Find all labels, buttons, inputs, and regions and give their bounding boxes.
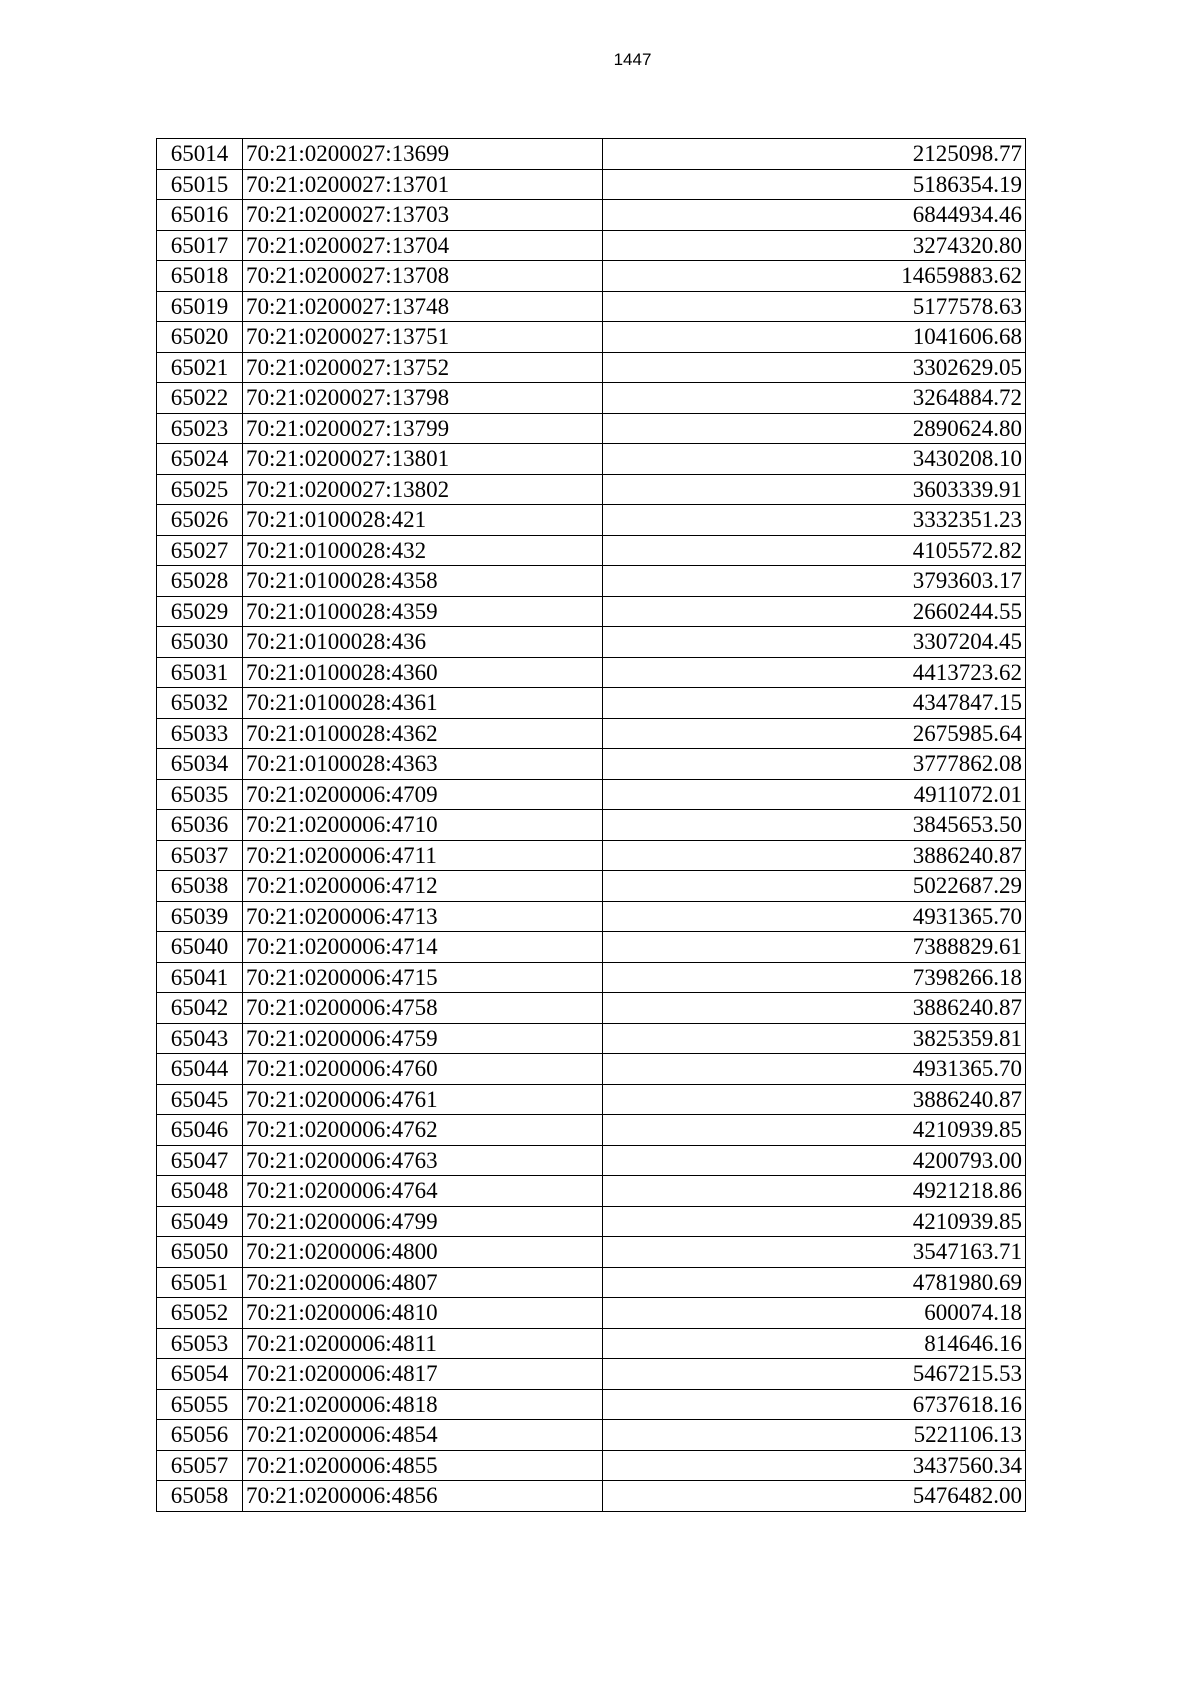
row-number-cell: 65034 <box>157 749 243 780</box>
row-number-cell: 65018 <box>157 261 243 292</box>
row-number-cell: 65033 <box>157 718 243 749</box>
row-number-cell: 65024 <box>157 444 243 475</box>
table-row <box>157 596 1026 627</box>
value-cell: 600074.18 <box>603 1298 1026 1329</box>
value-cell: 4105572.82 <box>603 535 1026 566</box>
row-number-cell: 65036 <box>157 810 243 841</box>
value-cell: 4931365.70 <box>603 901 1026 932</box>
row-number-cell: 65031 <box>157 657 243 688</box>
value-cell: 4921218.86 <box>603 1176 1026 1207</box>
cadastral-number-cell: 70:21:0100028:421 <box>243 505 603 536</box>
row-number-cell: 65030 <box>157 627 243 658</box>
cadastral-number-cell: 70:21:0200006:4764 <box>243 1176 603 1207</box>
table-row <box>157 352 1026 383</box>
row-number-cell: 65052 <box>157 1298 243 1329</box>
cadastral-number-cell: 70:21:0200027:13748 <box>243 291 603 322</box>
cadastral-number-cell: 70:21:0200027:13751 <box>243 322 603 353</box>
value-cell: 3793603.17 <box>603 566 1026 597</box>
row-number-cell: 65047 <box>157 1145 243 1176</box>
table-row <box>157 1298 1026 1329</box>
value-cell: 5186354.19 <box>603 169 1026 200</box>
cadastral-number-cell: 70:21:0200027:13701 <box>243 169 603 200</box>
value-cell: 4911072.01 <box>603 779 1026 810</box>
value-cell: 5476482.00 <box>603 1481 1026 1512</box>
value-cell: 3307204.45 <box>603 627 1026 658</box>
table-row <box>157 1084 1026 1115</box>
table-row <box>157 657 1026 688</box>
row-number-cell: 65048 <box>157 1176 243 1207</box>
row-number-cell: 65054 <box>157 1359 243 1390</box>
cadastral-number-cell: 70:21:0200006:4800 <box>243 1237 603 1268</box>
table-row <box>157 901 1026 932</box>
table-row <box>157 1420 1026 1451</box>
value-cell: 3437560.34 <box>603 1450 1026 1481</box>
row-number-cell: 65056 <box>157 1420 243 1451</box>
value-cell: 7398266.18 <box>603 962 1026 993</box>
cadastral-number-cell: 70:21:0100028:4363 <box>243 749 603 780</box>
cadastral-number-cell: 70:21:0100028:4358 <box>243 566 603 597</box>
page-number: 1447 <box>613 50 652 69</box>
row-number-cell: 65050 <box>157 1237 243 1268</box>
cadastral-number-cell: 70:21:0200006:4714 <box>243 932 603 963</box>
value-cell: 3332351.23 <box>603 505 1026 536</box>
cadastral-number-cell: 70:21:0100028:4362 <box>243 718 603 749</box>
cadastral-number-cell: 70:21:0200027:13801 <box>243 444 603 475</box>
row-number-cell: 65037 <box>157 840 243 871</box>
table-row <box>157 200 1026 231</box>
table-row <box>157 688 1026 719</box>
cadastral-number-cell: 70:21:0200006:4760 <box>243 1054 603 1085</box>
row-number-cell: 65020 <box>157 322 243 353</box>
table-row <box>157 1328 1026 1359</box>
row-number-cell: 65042 <box>157 993 243 1024</box>
cadastral-value-table <box>156 138 1026 1512</box>
table-row <box>157 962 1026 993</box>
row-number-cell: 65029 <box>157 596 243 627</box>
table-row <box>157 1176 1026 1207</box>
cadastral-number-cell: 70:21:0200006:4810 <box>243 1298 603 1329</box>
cadastral-number-cell: 70:21:0200006:4758 <box>243 993 603 1024</box>
cadastral-number-cell: 70:21:0200006:4807 <box>243 1267 603 1298</box>
value-cell: 2125098.77 <box>603 139 1026 170</box>
row-number-cell: 65025 <box>157 474 243 505</box>
row-number-cell: 65017 <box>157 230 243 261</box>
value-cell: 2890624.80 <box>603 413 1026 444</box>
cadastral-number-cell: 70:21:0100028:4359 <box>243 596 603 627</box>
cadastral-number-cell: 70:21:0200006:4761 <box>243 1084 603 1115</box>
table-row <box>157 1389 1026 1420</box>
value-cell: 1041606.68 <box>603 322 1026 353</box>
cadastral-number-cell: 70:21:0100028:4361 <box>243 688 603 719</box>
table-row <box>157 261 1026 292</box>
table-row <box>157 993 1026 1024</box>
table-row <box>157 474 1026 505</box>
cadastral-number-cell: 70:21:0200006:4712 <box>243 871 603 902</box>
table-row <box>157 413 1026 444</box>
table-row <box>157 840 1026 871</box>
row-number-cell: 65043 <box>157 1023 243 1054</box>
row-number-cell: 65055 <box>157 1389 243 1420</box>
table-row <box>157 566 1026 597</box>
cadastral-number-cell: 70:21:0100028:436 <box>243 627 603 658</box>
row-number-cell: 65051 <box>157 1267 243 1298</box>
cadastral-number-cell: 70:21:0200006:4799 <box>243 1206 603 1237</box>
value-cell: 2660244.55 <box>603 596 1026 627</box>
cadastral-number-cell: 70:21:0200006:4763 <box>243 1145 603 1176</box>
row-number-cell: 65015 <box>157 169 243 200</box>
value-cell: 3845653.50 <box>603 810 1026 841</box>
row-number-cell: 65021 <box>157 352 243 383</box>
table-row <box>157 1450 1026 1481</box>
cadastral-number-cell: 70:21:0100028:4360 <box>243 657 603 688</box>
row-number-cell: 65016 <box>157 200 243 231</box>
cadastral-number-cell: 70:21:0200027:13798 <box>243 383 603 414</box>
value-cell: 3547163.71 <box>603 1237 1026 1268</box>
table-row <box>157 1023 1026 1054</box>
cadastral-number-cell: 70:21:0200006:4856 <box>243 1481 603 1512</box>
cadastral-number-cell: 70:21:0200027:13802 <box>243 474 603 505</box>
cadastral-number-cell: 70:21:0200006:4710 <box>243 810 603 841</box>
row-number-cell: 65026 <box>157 505 243 536</box>
table-row <box>157 322 1026 353</box>
row-number-cell: 65035 <box>157 779 243 810</box>
cadastral-number-cell: 70:21:0200006:4762 <box>243 1115 603 1146</box>
table-row <box>157 291 1026 322</box>
row-number-cell: 65040 <box>157 932 243 963</box>
value-cell: 7388829.61 <box>603 932 1026 963</box>
cadastral-number-cell: 70:21:0200006:4711 <box>243 840 603 871</box>
table-row <box>157 383 1026 414</box>
value-cell: 2675985.64 <box>603 718 1026 749</box>
cadastral-number-cell: 70:21:0200006:4854 <box>243 1420 603 1451</box>
value-cell: 4210939.85 <box>603 1206 1026 1237</box>
table-row <box>157 1481 1026 1512</box>
table-row <box>157 1115 1026 1146</box>
row-number-cell: 65032 <box>157 688 243 719</box>
value-cell: 4931365.70 <box>603 1054 1026 1085</box>
row-number-cell: 65045 <box>157 1084 243 1115</box>
value-cell: 3825359.81 <box>603 1023 1026 1054</box>
table-row <box>157 1359 1026 1390</box>
cadastral-number-cell: 70:21:0200006:4818 <box>243 1389 603 1420</box>
table-row <box>157 1206 1026 1237</box>
table-row <box>157 1267 1026 1298</box>
cadastral-number-cell: 70:21:0200027:13703 <box>243 200 603 231</box>
value-cell: 6737618.16 <box>603 1389 1026 1420</box>
table-row <box>157 749 1026 780</box>
value-cell: 5022687.29 <box>603 871 1026 902</box>
cadastral-number-cell: 70:21:0200006:4759 <box>243 1023 603 1054</box>
value-cell: 3264884.72 <box>603 383 1026 414</box>
value-cell: 3302629.05 <box>603 352 1026 383</box>
table-row <box>157 1054 1026 1085</box>
table-row <box>157 1145 1026 1176</box>
table-row <box>157 444 1026 475</box>
cadastral-number-cell: 70:21:0200006:4709 <box>243 779 603 810</box>
table-row <box>157 718 1026 749</box>
row-number-cell: 65041 <box>157 962 243 993</box>
cadastral-number-cell: 70:21:0200006:4715 <box>243 962 603 993</box>
cadastral-number-cell: 70:21:0200027:13699 <box>243 139 603 170</box>
cadastral-number-cell: 70:21:0200027:13708 <box>243 261 603 292</box>
cadastral-number-cell: 70:21:0200006:4817 <box>243 1359 603 1390</box>
value-cell: 814646.16 <box>603 1328 1026 1359</box>
row-number-cell: 65046 <box>157 1115 243 1146</box>
row-number-cell: 65049 <box>157 1206 243 1237</box>
table-row <box>157 810 1026 841</box>
cadastral-number-cell: 70:21:0200006:4713 <box>243 901 603 932</box>
cadastral-number-cell: 70:21:0100028:432 <box>243 535 603 566</box>
cadastral-number-cell: 70:21:0200006:4811 <box>243 1328 603 1359</box>
row-number-cell: 65022 <box>157 383 243 414</box>
cadastral-number-cell: 70:21:0200027:13704 <box>243 230 603 261</box>
table-row <box>157 779 1026 810</box>
value-cell: 14659883.62 <box>603 261 1026 292</box>
value-cell: 5467215.53 <box>603 1359 1026 1390</box>
cadastral-number-cell: 70:21:0200027:13752 <box>243 352 603 383</box>
table-row <box>157 932 1026 963</box>
table-row <box>157 1237 1026 1268</box>
table-row <box>157 535 1026 566</box>
row-number-cell: 65057 <box>157 1450 243 1481</box>
value-cell: 4413723.62 <box>603 657 1026 688</box>
row-number-cell: 65028 <box>157 566 243 597</box>
cadastral-number-cell: 70:21:0200006:4855 <box>243 1450 603 1481</box>
table-body <box>157 139 1026 1512</box>
table-row <box>157 871 1026 902</box>
value-cell: 4781980.69 <box>603 1267 1026 1298</box>
value-cell: 3886240.87 <box>603 1084 1026 1115</box>
row-number-cell: 65039 <box>157 901 243 932</box>
value-cell: 3603339.91 <box>603 474 1026 505</box>
row-number-cell: 65038 <box>157 871 243 902</box>
value-cell: 3274320.80 <box>603 230 1026 261</box>
value-cell: 4347847.15 <box>603 688 1026 719</box>
value-cell: 4200793.00 <box>603 1145 1026 1176</box>
table-row <box>157 230 1026 261</box>
row-number-cell: 65023 <box>157 413 243 444</box>
row-number-cell: 65019 <box>157 291 243 322</box>
row-number-cell: 65044 <box>157 1054 243 1085</box>
table-row <box>157 139 1026 170</box>
value-cell: 3886240.87 <box>603 993 1026 1024</box>
value-cell: 4210939.85 <box>603 1115 1026 1146</box>
row-number-cell: 65027 <box>157 535 243 566</box>
value-cell: 3777862.08 <box>603 749 1026 780</box>
row-number-cell: 65058 <box>157 1481 243 1512</box>
table-row <box>157 505 1026 536</box>
value-cell: 5177578.63 <box>603 291 1026 322</box>
table-row <box>157 627 1026 658</box>
table-row <box>157 169 1026 200</box>
value-cell: 6844934.46 <box>603 200 1026 231</box>
value-cell: 5221106.13 <box>603 1420 1026 1451</box>
value-cell: 3430208.10 <box>603 444 1026 475</box>
cadastral-number-cell: 70:21:0200027:13799 <box>243 413 603 444</box>
value-cell: 3886240.87 <box>603 840 1026 871</box>
row-number-cell: 65014 <box>157 139 243 170</box>
row-number-cell: 65053 <box>157 1328 243 1359</box>
